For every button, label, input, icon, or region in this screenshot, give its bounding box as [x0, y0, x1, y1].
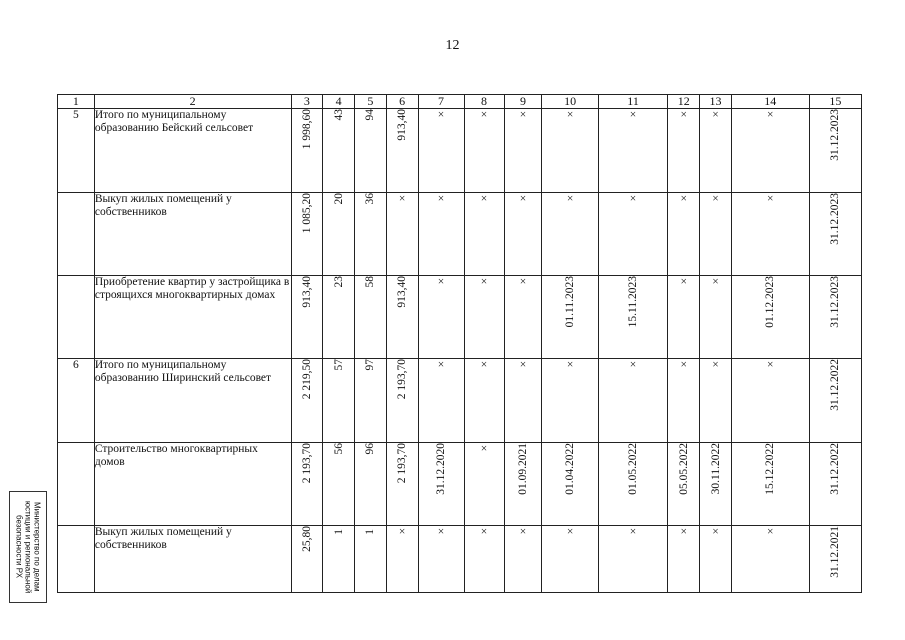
- table-cell: [355, 359, 387, 443]
- table-cell: ×: [542, 193, 598, 276]
- row-index: 6: [58, 359, 95, 443]
- table-cell: [355, 109, 387, 193]
- table-cell: [809, 276, 861, 359]
- stamp-text: Министерство по делам юстиции и региональной безопасности РХ: [14, 500, 42, 594]
- data-table: [57, 94, 862, 593]
- table-cell: ×: [542, 359, 598, 443]
- cell-value: 94: [364, 109, 377, 121]
- table-cell: ×: [504, 359, 542, 443]
- table-cell: [355, 276, 387, 359]
- table-cell: ×: [542, 526, 598, 593]
- table-cell: [386, 276, 418, 359]
- cell-value: 1: [332, 529, 345, 535]
- table-cell: [386, 109, 418, 193]
- cell-value: 913,40: [396, 276, 409, 308]
- cell-value: 57: [332, 359, 345, 371]
- cell-value: 01.04.2022: [564, 443, 577, 495]
- cell-value: 31.12.2023: [829, 109, 842, 161]
- cell-value: 30.11.2022: [709, 443, 722, 495]
- table-cell: [323, 109, 355, 193]
- table-cell: [323, 193, 355, 276]
- column-header: 14: [731, 95, 809, 109]
- table-cell: [418, 443, 464, 526]
- table-cell: ×: [418, 109, 464, 193]
- table-cell: ×: [418, 193, 464, 276]
- cell-value: 31.12.2020: [435, 443, 448, 495]
- table-cell: ×: [504, 276, 542, 359]
- cell-value: 97: [364, 359, 377, 371]
- column-header: 1: [58, 95, 95, 109]
- table-cell: [809, 526, 861, 593]
- column-header: 6: [386, 95, 418, 109]
- table-cell: ×: [598, 109, 668, 193]
- table-cell: [731, 276, 809, 359]
- table-cell: [323, 443, 355, 526]
- cell-value: 05.05.2022: [677, 443, 690, 495]
- column-header: 2: [94, 95, 291, 109]
- table-cell: [598, 443, 668, 526]
- table-cell: ×: [598, 193, 668, 276]
- table-cell: [355, 443, 387, 526]
- table-cell: [386, 359, 418, 443]
- table-cell: [291, 526, 323, 593]
- table-cell: ×: [700, 193, 732, 276]
- table-cell: ×: [668, 359, 700, 443]
- table-cell: ×: [504, 526, 542, 593]
- cell-value: 31.12.2022: [829, 359, 842, 411]
- cell-value: 2 193,70: [396, 359, 409, 400]
- table-cell: ×: [542, 109, 598, 193]
- table-cell: [700, 443, 732, 526]
- cell-value: 1 998,60: [300, 109, 313, 150]
- table-cell: ×: [668, 193, 700, 276]
- table-cell: ×: [418, 526, 464, 593]
- table-cell: ×: [598, 526, 668, 593]
- table-cell: ×: [731, 359, 809, 443]
- table-cell: ×: [464, 276, 504, 359]
- table-cell: [809, 443, 861, 526]
- table-cell: ×: [700, 526, 732, 593]
- table-cell: ×: [464, 359, 504, 443]
- table-cell: [542, 443, 598, 526]
- table-cell: ×: [668, 109, 700, 193]
- cell-value: 31.12.2022: [829, 443, 842, 495]
- cell-value: 31.12.2021: [829, 526, 842, 578]
- table-cell: [386, 443, 418, 526]
- table-cell: [291, 359, 323, 443]
- column-header: 15: [809, 95, 861, 109]
- table-cell: [291, 443, 323, 526]
- table-cell: ×: [418, 276, 464, 359]
- cell-value: 23: [332, 276, 345, 288]
- column-header: 3: [291, 95, 323, 109]
- cell-value: 913,40: [300, 276, 313, 308]
- column-header: 12: [668, 95, 700, 109]
- row-name: Итого по муниципальному образованию Бейский сельсовет: [94, 109, 291, 193]
- cell-value: 2 219,50: [300, 359, 313, 400]
- column-header: 9: [504, 95, 542, 109]
- cell-value: 96: [364, 443, 377, 455]
- table-cell: ×: [464, 526, 504, 593]
- column-header: 5: [355, 95, 387, 109]
- row-index: 5: [58, 109, 95, 193]
- cell-value: 01.12.2023: [764, 276, 777, 328]
- cell-value: 913,40: [396, 109, 409, 141]
- table-cell: [323, 359, 355, 443]
- table-cell: ×: [700, 109, 732, 193]
- cell-value: 20: [332, 193, 345, 205]
- row-index: [58, 276, 95, 359]
- table-cell: ×: [464, 443, 504, 526]
- cell-value: 15.11.2023: [627, 276, 640, 328]
- table-cell: [809, 193, 861, 276]
- table-cell: [355, 193, 387, 276]
- table-row: [58, 359, 862, 443]
- table-cell: ×: [731, 109, 809, 193]
- table-cell: [323, 276, 355, 359]
- row-index: [58, 193, 95, 276]
- cell-value: 36: [364, 193, 377, 205]
- table-cell: [291, 109, 323, 193]
- table-cell: [323, 526, 355, 593]
- cell-value: 56: [332, 443, 345, 455]
- table-row: [58, 526, 862, 593]
- column-header: 8: [464, 95, 504, 109]
- cell-value: 01.05.2022: [627, 443, 640, 495]
- table-cell: [291, 193, 323, 276]
- table-cell: [809, 109, 861, 193]
- table-cell: ×: [668, 526, 700, 593]
- row-name: Выкуп жилых помещений у собственников: [94, 193, 291, 276]
- row-name: Приобретение квартир у застройщика в строящихся многоквартирных домах: [94, 276, 291, 359]
- table-cell: ×: [731, 193, 809, 276]
- approval-stamp: [9, 491, 47, 603]
- table-cell: [598, 276, 668, 359]
- column-header: 13: [700, 95, 732, 109]
- column-header: 11: [598, 95, 668, 109]
- table-cell: [355, 526, 387, 593]
- table-row: [58, 443, 862, 526]
- table-cell: ×: [464, 193, 504, 276]
- column-header: 10: [542, 95, 598, 109]
- column-header: 4: [323, 95, 355, 109]
- cell-value: 43: [332, 109, 345, 121]
- table-cell: ×: [700, 276, 732, 359]
- table-cell: ×: [504, 109, 542, 193]
- cell-value: 2 193,70: [396, 443, 409, 484]
- table-cell: ×: [668, 276, 700, 359]
- row-name: Итого по муниципальному образованию Ширинский сельсовет: [94, 359, 291, 443]
- table-cell: ×: [598, 359, 668, 443]
- table-row: [58, 109, 862, 193]
- table-cell: ×: [386, 193, 418, 276]
- table-cell: ×: [418, 359, 464, 443]
- table-cell: [731, 443, 809, 526]
- cell-value: 1: [364, 529, 377, 535]
- row-name: Строительство многоквартирных домов: [94, 443, 291, 526]
- table-row: [58, 193, 862, 276]
- cell-value: 2 193,70: [300, 443, 313, 484]
- cell-value: 58: [364, 276, 377, 288]
- row-index: [58, 526, 95, 593]
- column-header: 7: [418, 95, 464, 109]
- table-cell: [504, 443, 542, 526]
- page-number: 12: [445, 38, 460, 53]
- table-cell: ×: [464, 109, 504, 193]
- table-row: [58, 276, 862, 359]
- table-cell: [809, 359, 861, 443]
- table-cell: [542, 276, 598, 359]
- cell-value: 25,80: [300, 526, 313, 552]
- row-index: [58, 443, 95, 526]
- table-cell: ×: [504, 193, 542, 276]
- table-cell: [291, 276, 323, 359]
- row-name: Выкуп жилых помещений у собственников: [94, 526, 291, 593]
- cell-value: 1 085,20: [300, 193, 313, 234]
- table-cell: ×: [731, 526, 809, 593]
- table-cell: [668, 443, 700, 526]
- table-cell: ×: [700, 359, 732, 443]
- table-cell: ×: [386, 526, 418, 593]
- cell-value: 01.11.2023: [564, 276, 577, 328]
- cell-value: 15.12.2022: [764, 443, 777, 495]
- cell-value: 31.12.2023: [829, 276, 842, 328]
- cell-value: 01.09.2021: [516, 443, 529, 495]
- cell-value: 31.12.2023: [829, 193, 842, 245]
- header-row: [58, 95, 862, 109]
